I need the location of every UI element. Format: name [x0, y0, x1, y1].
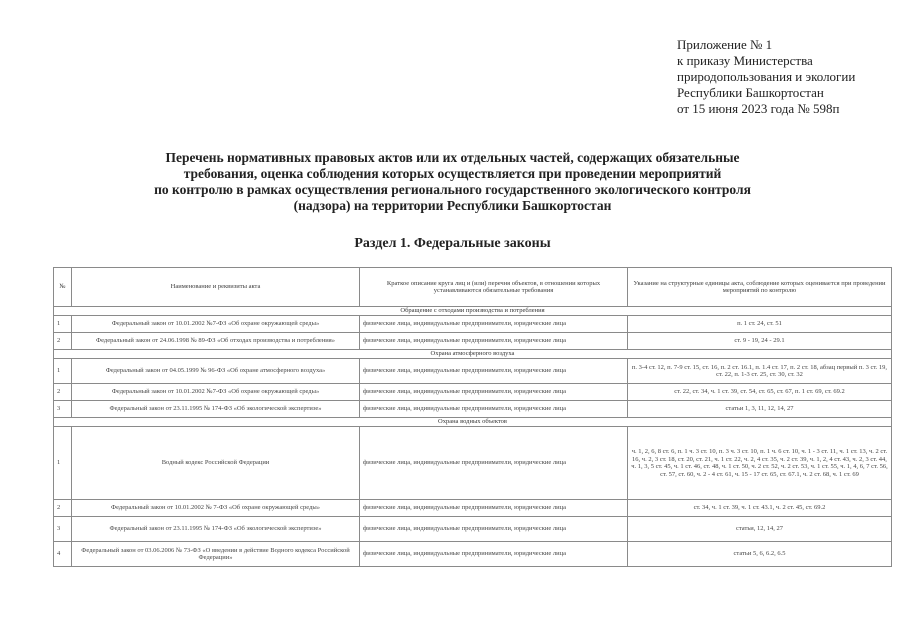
- act-units: ч. 1, 2, 6, 8 ст. 6, п. 1 ч. 3 ст. 10, п. 3 ч. 3 ст. 10, п. 1 ч. 6 ст. 10, ч. 1 - 3 ст. 11, ч. 1 ст. 13, ч. 2 ст. 16, ч. 2, 3 ст. 18, ст. 20, ст. 21, ч. 1 ст. 22, ч. 2, 4 ст. 35, ч. 2 ст. 39, ч. 1, 2, 4 ст. 43, ч. 2, 3 ст. 44, ч. 1, 3, 5 ст. 45, ч. 1 ст. 46, ст. 48, ч. 1 ст. 50, ч. 2 ст. 52, ч. 2 ст. 53, ч. 1 ст. 55, ч. 1, 4, 6, 7 ст. 56, ст. 57, ст. 60, ч. 2 - 4 ст. 61, ч. 15 - 17 ст. 65, ст. 67.1, ч. 2 ст. 68, ч. 1 ст. 69: [628, 427, 892, 500]
- document-title-line: Перечень нормативных правовых актов или их отдельных частей, содержащих обязательные: [165, 150, 740, 165]
- row-number: 3: [54, 517, 72, 542]
- table-row: [54, 384, 892, 401]
- group-row: [54, 418, 892, 427]
- act-units: ст. 9 - 19, 24 - 29.1: [628, 333, 892, 350]
- table-row: [54, 316, 892, 333]
- act-name: Федеральный закон от 04.05.1999 № 96-ФЗ «Об охране атмосферного воздуха»: [72, 359, 360, 384]
- row-number: 3: [54, 401, 72, 418]
- table-row: [54, 333, 892, 350]
- group-title: Охрана водных объектов: [54, 418, 892, 427]
- act-units: статьи 1, 3, 11, 12, 14, 27: [628, 401, 892, 418]
- header-units: Указание на структурные единицы акта, соблюдение которых оценивается при проведении мероприятий по контролю: [628, 268, 892, 307]
- table-row: [54, 427, 892, 500]
- row-number: 1: [54, 316, 72, 333]
- appendix-line: природопользования и экологии: [677, 69, 856, 84]
- table-header-row: [54, 268, 892, 307]
- header-num: №: [54, 268, 72, 307]
- act-units: п. 1 ст. 24, ст. 51: [628, 316, 892, 333]
- header-name: Наименование и реквизиты акта: [72, 268, 360, 307]
- row-number: 2: [54, 333, 72, 350]
- act-subjects: физические лица, индивидуальные предприниматели, юридические лица: [360, 542, 628, 567]
- group-title: Охрана атмосферного воздуха: [54, 350, 892, 359]
- act-subjects: физические лица, индивидуальные предприниматели, юридические лица: [360, 316, 628, 333]
- act-subjects: физические лица, индивидуальные предприниматели, юридические лица: [360, 517, 628, 542]
- appendix-line: к приказу Министерства: [677, 53, 813, 68]
- table-row: [54, 542, 892, 567]
- table-row: [54, 359, 892, 384]
- appendix-line: от 15 июня 2023 года № 598п: [677, 101, 840, 116]
- appendix-header: [677, 37, 855, 117]
- act-subjects: физические лица, индивидуальные предприниматели, юридические лица: [360, 384, 628, 401]
- row-number: 1: [54, 359, 72, 384]
- row-number: 4: [54, 542, 72, 567]
- acts-table: [53, 267, 892, 567]
- act-subjects: физические лица, индивидуальные предприниматели, юридические лица: [360, 359, 628, 384]
- act-units: статьи, 12, 14, 27: [628, 517, 892, 542]
- act-name: Федеральный закон от 23.11.1995 № 174-ФЗ «Об экологической экспертизе»: [72, 517, 360, 542]
- table-body: [54, 307, 892, 567]
- document-title: [120, 150, 785, 214]
- act-subjects: физические лица, индивидуальные предприниматели, юридические лица: [360, 401, 628, 418]
- appendix-line: Республики Башкортостан: [677, 85, 824, 100]
- group-title: Обращение с отходами производства и потребления: [54, 307, 892, 316]
- act-name: Федеральный закон от 10.01.2002 №7-ФЗ «Об охране окружающей среды»: [72, 384, 360, 401]
- table-row: [54, 401, 892, 418]
- act-units: статьи 5, 6, 6.2, 6.5: [628, 542, 892, 567]
- act-subjects: физические лица, индивидуальные предприниматели, юридические лица: [360, 500, 628, 517]
- act-name: Федеральный закон от 10.01.2002 № 7-ФЗ «Об охране окружающей среды»: [72, 500, 360, 517]
- table-row: [54, 500, 892, 517]
- document-title-line: по контролю в рамках осуществления регионального государственного экологического контроля: [154, 182, 751, 197]
- act-name: Федеральный закон от 03.06.2006 № 73-ФЗ «О введении в действие Водного кодекса Российской Федерации»: [72, 542, 360, 567]
- section-title: Раздел 1. Федеральные законы: [354, 236, 551, 251]
- header-subjects: Краткое описание круга лиц и (или) перечня объектов, в отношении которых устанавливаются обязательные требования: [360, 268, 628, 307]
- document-title-line: требования, оценка соблюдения которых осуществляется при проведении мероприятий: [183, 166, 722, 181]
- row-number: 1: [54, 427, 72, 500]
- act-name: Федеральный закон от 24.06.1998 № 89-ФЗ «Об отходах производства и потребления»: [72, 333, 360, 350]
- act-units: ст. 34, ч. 1 ст. 39, ч. 1 ст. 43.1, ч. 2 ст. 45, ст. 69.2: [628, 500, 892, 517]
- act-name: Федеральный закон от 10.01.2002 №7-ФЗ «Об охране окружающей среды»: [72, 316, 360, 333]
- act-subjects: физические лица, индивидуальные предприниматели, юридические лица: [360, 333, 628, 350]
- act-units: ст. 22, ст. 34, ч. 1 ст. 39, ст. 54, ст. 65, ст. 67, п. 1 ст. 69, ст. 69.2: [628, 384, 892, 401]
- act-name: Федеральный закон от 23.11.1995 № 174-ФЗ «Об экологической экспертизе»: [72, 401, 360, 418]
- row-number: 2: [54, 500, 72, 517]
- document-title-line: (надзора) на территории Республики Башкортостан: [293, 198, 612, 213]
- row-number: 2: [54, 384, 72, 401]
- act-units: п. 3-4 ст. 12, п. 7-9 ст. 15, ст. 16, п. 2 ст. 16.1, п. 1.4 ст. 17, п. 2 ст. 18, абзац первый п. 3 ст. 19, ст. 22, п. 1-3 ст. 25, ст. 30, ст. 32: [628, 359, 892, 384]
- table-row: [54, 517, 892, 542]
- act-subjects: физические лица, индивидуальные предприниматели, юридические лица: [360, 427, 628, 500]
- appendix-line: Приложение № 1: [677, 37, 773, 52]
- group-row: [54, 350, 892, 359]
- act-name: Водный кодекс Российской Федерации: [72, 427, 360, 500]
- group-row: [54, 307, 892, 316]
